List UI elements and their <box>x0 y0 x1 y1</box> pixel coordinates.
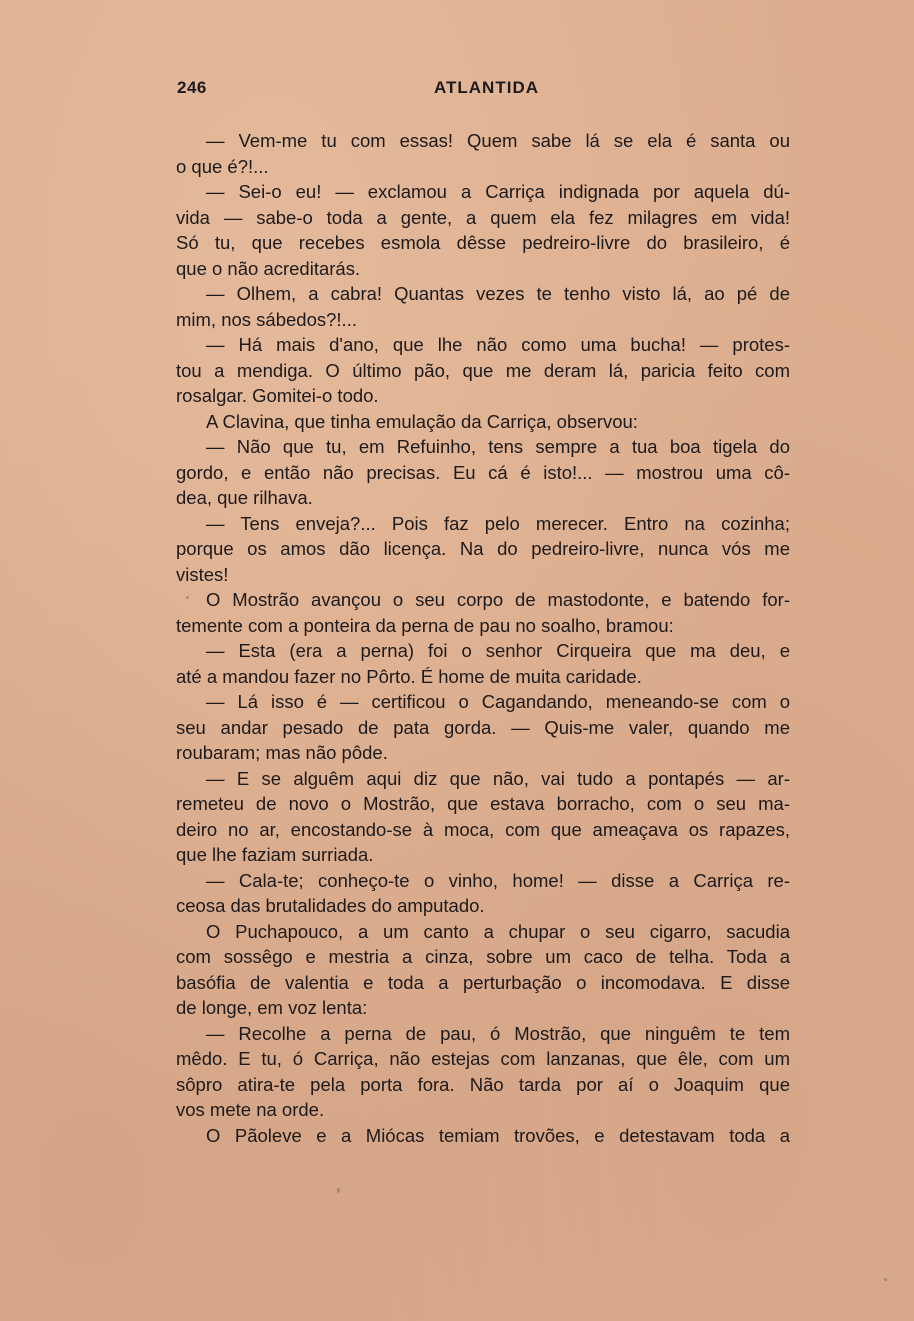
text-line: temente com a ponteira da perna de pau no soalho, bramou: <box>176 614 674 636</box>
text-line: — Há mais d'ano, que lhe não como uma bucha! — protes- <box>206 334 790 355</box>
text-line: o que é?!... <box>176 155 269 177</box>
text-line: — Recolhe a perna de pau, ó Mostrão, que ninguêm te tem <box>206 1022 790 1044</box>
text-line: O Pãoleve e a Miócas temiam trovões, e detestavam toda a <box>206 1124 790 1146</box>
text-line: — Olhem, a cabra! Quantas vezes te tenho visto lá, ao pé de <box>206 283 790 304</box>
text-line: tou a mendiga. O último pão, que me deram lá, paricia feito com <box>176 359 790 381</box>
paper-speck <box>186 596 189 599</box>
text-line: — E se alguêm aqui diz que não, vai tudo a pontapés — ar- <box>206 767 790 789</box>
text-line: vida — sabe-o toda a gente, a quem ela fez milagres em vida! <box>176 206 790 228</box>
paper-speck <box>337 1188 340 1193</box>
text-line: vistes! <box>176 563 229 585</box>
text-line: A Clavina, que tinha emulação da Carriça, observou: <box>206 410 638 432</box>
text-line: basófia de valentia e toda a perturbação o incomodava. E disse <box>176 971 790 993</box>
text-line: — Vem-me tu com essas! Quem sabe lá se ela é santa ou <box>206 130 790 151</box>
text-line: Só tu, que recebes esmola dêsse pedreiro-livre do brasileiro, é <box>176 232 790 253</box>
text-line: gordo, e então não precisas. Eu cá é isto!... — mostrou uma cô- <box>176 461 790 483</box>
text-line: sôpro atira-te pela porta fora. Não tarda por aí o Joaquim que <box>176 1073 790 1095</box>
text-line: O Mostrão avançou o seu corpo de mastodonte, e batendo for- <box>206 589 790 610</box>
text-line: mim, nos sábedos?!... <box>176 308 357 330</box>
text-line: de longe, em voz lenta: <box>176 997 368 1018</box>
text-line: — Tens enveja?... Pois faz pelo merecer. Entro na cozinha; <box>206 512 790 534</box>
running-head <box>0 78 914 102</box>
text-line: — Não que tu, em Refuinho, tens sempre a tua boa tigela do <box>206 436 790 457</box>
text-line: — Cala-te; conheço-te o vinho, home! — disse a Carriça re- <box>206 869 790 891</box>
text-line: que o não acreditarás. <box>176 257 361 279</box>
text-line: — Lá isso é — certificou o Cagandando, meneando-se com o <box>206 691 790 712</box>
text-line: roubaram; mas não pôde. <box>176 742 388 763</box>
text-line: remeteu de novo o Mostrão, que estava borracho, com o seu ma- <box>176 793 790 814</box>
text-line: com sossêgo e mestria a cinza, sobre um caco de telha. Toda a <box>176 946 790 967</box>
text-line: O Puchapouco, a um canto a chupar o seu cigarro, sacudia <box>206 920 790 942</box>
body-text <box>176 128 790 1148</box>
text-line: vos mete na orde. <box>176 1099 325 1120</box>
text-line: até a mandou fazer no Pôrto. É home de muita caridade. <box>176 665 642 687</box>
text-line: ceosa das brutalidades do amputado. <box>176 895 485 916</box>
text-line: porque os amos dão licença. Na do pedreiro-livre, nunca vós me <box>176 538 790 559</box>
text-line: — Sei-o eu! — exclamou a Carriça indignada por aquela dú- <box>206 181 790 202</box>
text-line: deiro no ar, encostando-se à moca, com que ameaçava os rapazes, <box>176 818 790 840</box>
text-line: — Esta (era a perna) foi o senhor Cirqueira que ma deu, e <box>206 640 790 661</box>
text-line: que lhe faziam surriada. <box>176 844 374 865</box>
text-line: dea, que rilhava. <box>176 487 313 508</box>
text-line: seu andar pesado de pata gorda. — Quis-me valer, quando me <box>176 716 790 738</box>
text-line: mêdo. E tu, ó Carriça, não estejas com lanzanas, que êle, com um <box>176 1048 790 1069</box>
text-line: rosalgar. Gomitei-o todo. <box>176 385 379 406</box>
paper-speck <box>884 1278 887 1281</box>
running-title: ATLANTIDA <box>434 78 539 97</box>
page-number: 246 <box>177 78 207 97</box>
